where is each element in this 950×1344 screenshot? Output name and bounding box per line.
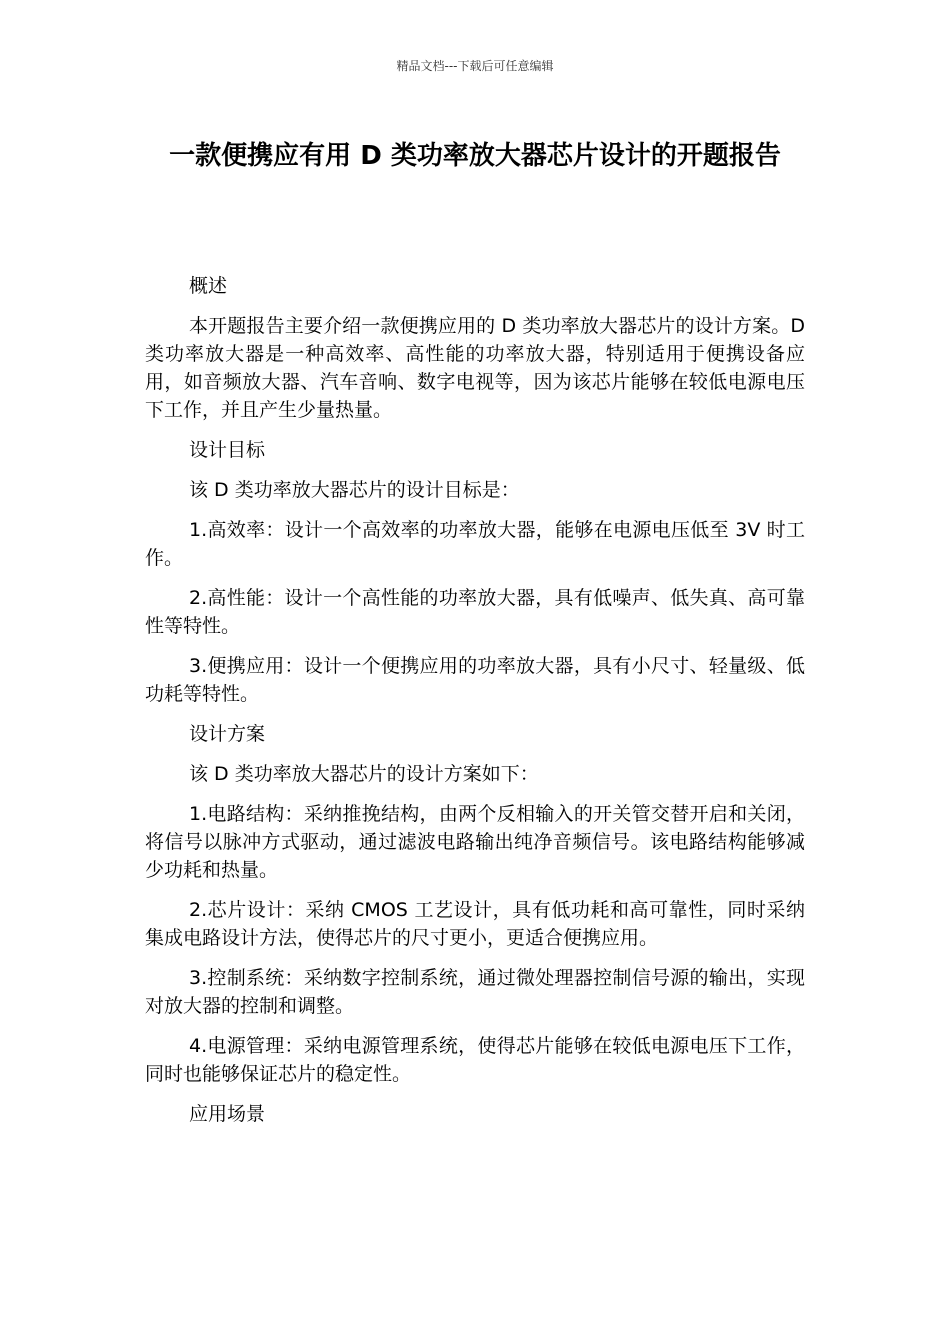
section-heading-overview: 概述 (189, 275, 228, 297)
design-goals-intro: 该 D 类功率放大器芯片的设计目标是： (189, 479, 520, 501)
design-goal-item: 2.高性能：设计一个高性能的功率放大器，具有低噪声、低失真、高可靠性等特性。 (145, 587, 805, 637)
design-plan-item: 4.电源管理：采纳电源管理系统，使得芯片能够在较低电源电压下工作，同时也能够保证芯片的稳定性。 (145, 1035, 805, 1085)
design-goal-item: 3.便携应用：设计一个便携应用的功率放大器，具有小尺寸、轻量级、低功耗等特性。 (145, 655, 805, 705)
overview-paragraph: 本开题报告主要介绍一款便携应用的 D 类功率放大器芯片的设计方案。D 类功率放大器是一种高效率、高性能的功率放大器，特别适用于便携设备应用，如音频放大器、汽车音响、数字电视等，因为该芯片能够在较低电源电压下工作，并且产生少量热量。 (145, 315, 805, 421)
section-heading-application-scenarios: 应用场景 (189, 1103, 266, 1125)
section-heading-design-plan: 设计方案 (189, 723, 266, 745)
page-header: 精品文档---下载后可任意编辑 (396, 59, 554, 73)
document-body (145, 272, 805, 1140)
design-plan-item: 2.芯片设计：采纳 CMOS 工艺设计，具有低功耗和高可靠性，同时采纳集成电路设计方法，使得芯片的尺寸更小，更适合便携应用。 (145, 899, 805, 949)
design-goal-item: 1.高效率：设计一个高效率的功率放大器，能够在电源电压低至 3V 时工作。 (145, 519, 805, 569)
design-plan-intro: 该 D 类功率放大器芯片的设计方案如下： (189, 763, 539, 785)
document-title: 一款便携应有用 D 类功率放大器芯片设计的开题报告 (169, 141, 781, 171)
design-plan-item: 3.控制系统：采纳数字控制系统，通过微处理器控制信号源的输出，实现对放大器的控制和调整。 (145, 967, 805, 1017)
section-heading-design-goals: 设计目标 (189, 439, 266, 461)
design-plan-item: 1.电路结构：采纳推挽结构，由两个反相输入的开关管交替开启和关闭，将信号以脉冲方式驱动，通过滤波电路输出纯净音频信号。该电路结构能够减少功耗和热量。 (145, 803, 805, 881)
